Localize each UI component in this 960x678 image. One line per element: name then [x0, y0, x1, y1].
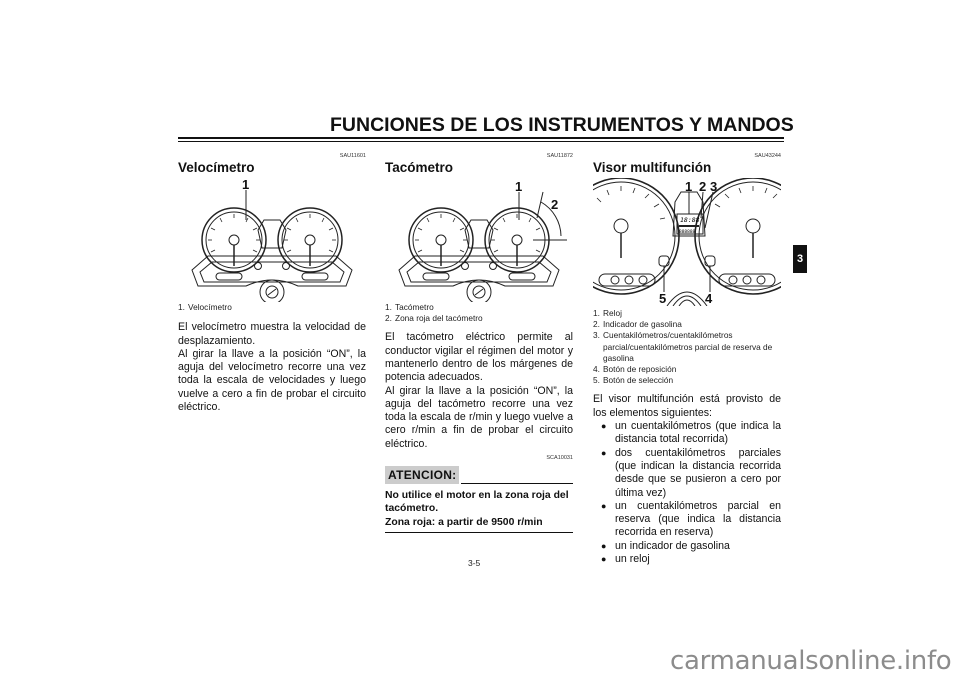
caption-item — [593, 308, 781, 319]
instrument-cluster-illustration — [385, 178, 573, 302]
caption-item — [593, 375, 781, 386]
section-tacometro — [385, 152, 573, 533]
section-heading: Visor multifunción — [593, 160, 712, 175]
bullet-icon: ● — [601, 421, 607, 432]
feature-list — [593, 420, 781, 566]
caption-item — [385, 302, 573, 313]
bullet-icon: ● — [601, 447, 607, 458]
list-item-text: un cuentakilómetros (que indica la distancia total recorrida) — [615, 420, 781, 446]
header-rule-thin — [178, 141, 784, 142]
figure-caption — [178, 302, 366, 313]
callout-5: 5 — [659, 291, 667, 306]
section-intro: El visor multifunción está provisto de los elementos siguientes: — [593, 393, 781, 419]
caption-number: 2. — [385, 313, 392, 324]
list-item-text: un indicador de gasolina — [615, 539, 730, 552]
callout-2: 2 — [551, 197, 559, 212]
caption-item — [385, 313, 573, 324]
list-item — [593, 447, 781, 500]
section-visor-multifuncion — [593, 152, 781, 566]
callout-2: 2 — [699, 179, 707, 194]
caution-bottom-rule — [385, 532, 573, 533]
caption-number: 1. — [178, 302, 185, 312]
list-item — [593, 553, 781, 566]
caption-number: 1. — [593, 308, 600, 318]
list-item-text: un cuentakilómetros parcial en reserva (que indica la distancia recorrida en reserva) — [615, 499, 781, 539]
caption-number: 1. — [385, 302, 392, 312]
caption-text: Tacómetro — [395, 302, 434, 312]
page-number: 3-5 — [468, 558, 481, 568]
caption-number: 2. — [593, 319, 600, 330]
lcd-clock: 18:88 — [680, 216, 700, 224]
chapter-tab[interactable]: 3 — [793, 245, 807, 273]
caption-text: Cuentakilómetros/cuentakilómetros parcial/cuentakilómetros parcial de reserva de gasolina — [603, 330, 773, 363]
caution-text — [385, 489, 573, 529]
callout-1: 1 — [685, 179, 693, 194]
caution-label: ATENCION: — [385, 466, 459, 484]
caption-number: 3. — [593, 330, 600, 341]
paragraph: Al girar la llave a la posición “ON”, la aguja del tacómetro recorre una vez toda la escala de r/min y luego vuelve a cero r/min a fin de probar el circuito eléctrico. — [385, 384, 573, 450]
paragraph: El velocímetro muestra la velocidad de desplazamiento. — [178, 321, 366, 347]
lcd-odometer: 888888 — [679, 230, 696, 235]
figure-multifunction-display — [593, 178, 781, 306]
section-code: SAU11872 — [546, 153, 573, 159]
caption-text: Botón de selección — [603, 375, 674, 386]
callout-4: 4 — [705, 291, 713, 306]
caution-header — [385, 466, 573, 486]
figure-instrument-cluster — [178, 178, 366, 302]
list-item — [593, 420, 781, 447]
figure-instrument-cluster — [385, 178, 573, 302]
caution-rule — [461, 483, 573, 484]
caption-item — [593, 319, 781, 330]
section-heading: Velocímetro — [178, 160, 255, 175]
callout-1: 1 — [515, 179, 523, 194]
caption-item — [593, 330, 781, 364]
paragraph: El tacómetro eléctrico permite al conductor vigilar el régimen del motor y mantenerlo dentro de los márgenes de potencia adecuados. — [385, 331, 573, 384]
instrument-cluster-illustration — [178, 178, 366, 302]
caption-number: 5. — [593, 375, 600, 386]
callout-1: 1 — [242, 177, 250, 192]
page-title: FUNCIONES DE LOS INSTRUMENTOS Y MANDOS — [330, 114, 794, 136]
caption-text: Reloj — [603, 308, 622, 318]
section-heading: Tacómetro — [385, 160, 454, 175]
caption-text: Botón de reposición — [603, 364, 677, 375]
section-code: SAU11601 — [339, 153, 366, 159]
list-item-text: dos cuentakilómetros parciales (que indican la distancia recorrida desde que se pusieron a cero por última vez) — [615, 446, 781, 499]
caption-text: Velocímetro — [188, 302, 232, 312]
caution-line: No utilice el motor en la zona roja del tacómetro. — [385, 490, 569, 515]
section-code: SAU43244 — [754, 153, 781, 159]
section-body — [385, 331, 573, 451]
section-velocimetro — [178, 152, 366, 414]
list-item — [593, 500, 781, 540]
paragraph: Al girar la llave a la posición “ON”, la aguja del velocímetro recorre una vez toda la escala de velocidades y luego vuelve a cero a fin de probar el circuito eléctrico. — [178, 347, 366, 413]
callout-3: 3 — [710, 179, 718, 194]
list-item — [593, 540, 781, 553]
bullet-icon: ● — [601, 500, 607, 511]
figure-caption — [385, 302, 573, 324]
multifunction-display-illustration — [593, 178, 781, 306]
section-body — [178, 321, 366, 414]
caption-number: 4. — [593, 364, 600, 375]
figure-caption — [593, 308, 781, 386]
bullet-icon: ● — [601, 540, 607, 551]
caption-text: Indicador de gasolina — [603, 319, 682, 330]
caption-item — [178, 302, 366, 313]
caption-item — [593, 364, 781, 375]
watermark[interactable]: carmanualsonline.info — [670, 646, 952, 676]
list-item-text: un reloj — [615, 552, 650, 565]
caution-code: SCA10031 — [546, 455, 573, 462]
bullet-icon: ● — [601, 553, 607, 564]
caption-text: Zona roja del tacómetro — [395, 313, 483, 324]
caution-line: Zona roja: a partir de 9500 r/min — [385, 516, 543, 528]
header-rule — [178, 137, 784, 139]
